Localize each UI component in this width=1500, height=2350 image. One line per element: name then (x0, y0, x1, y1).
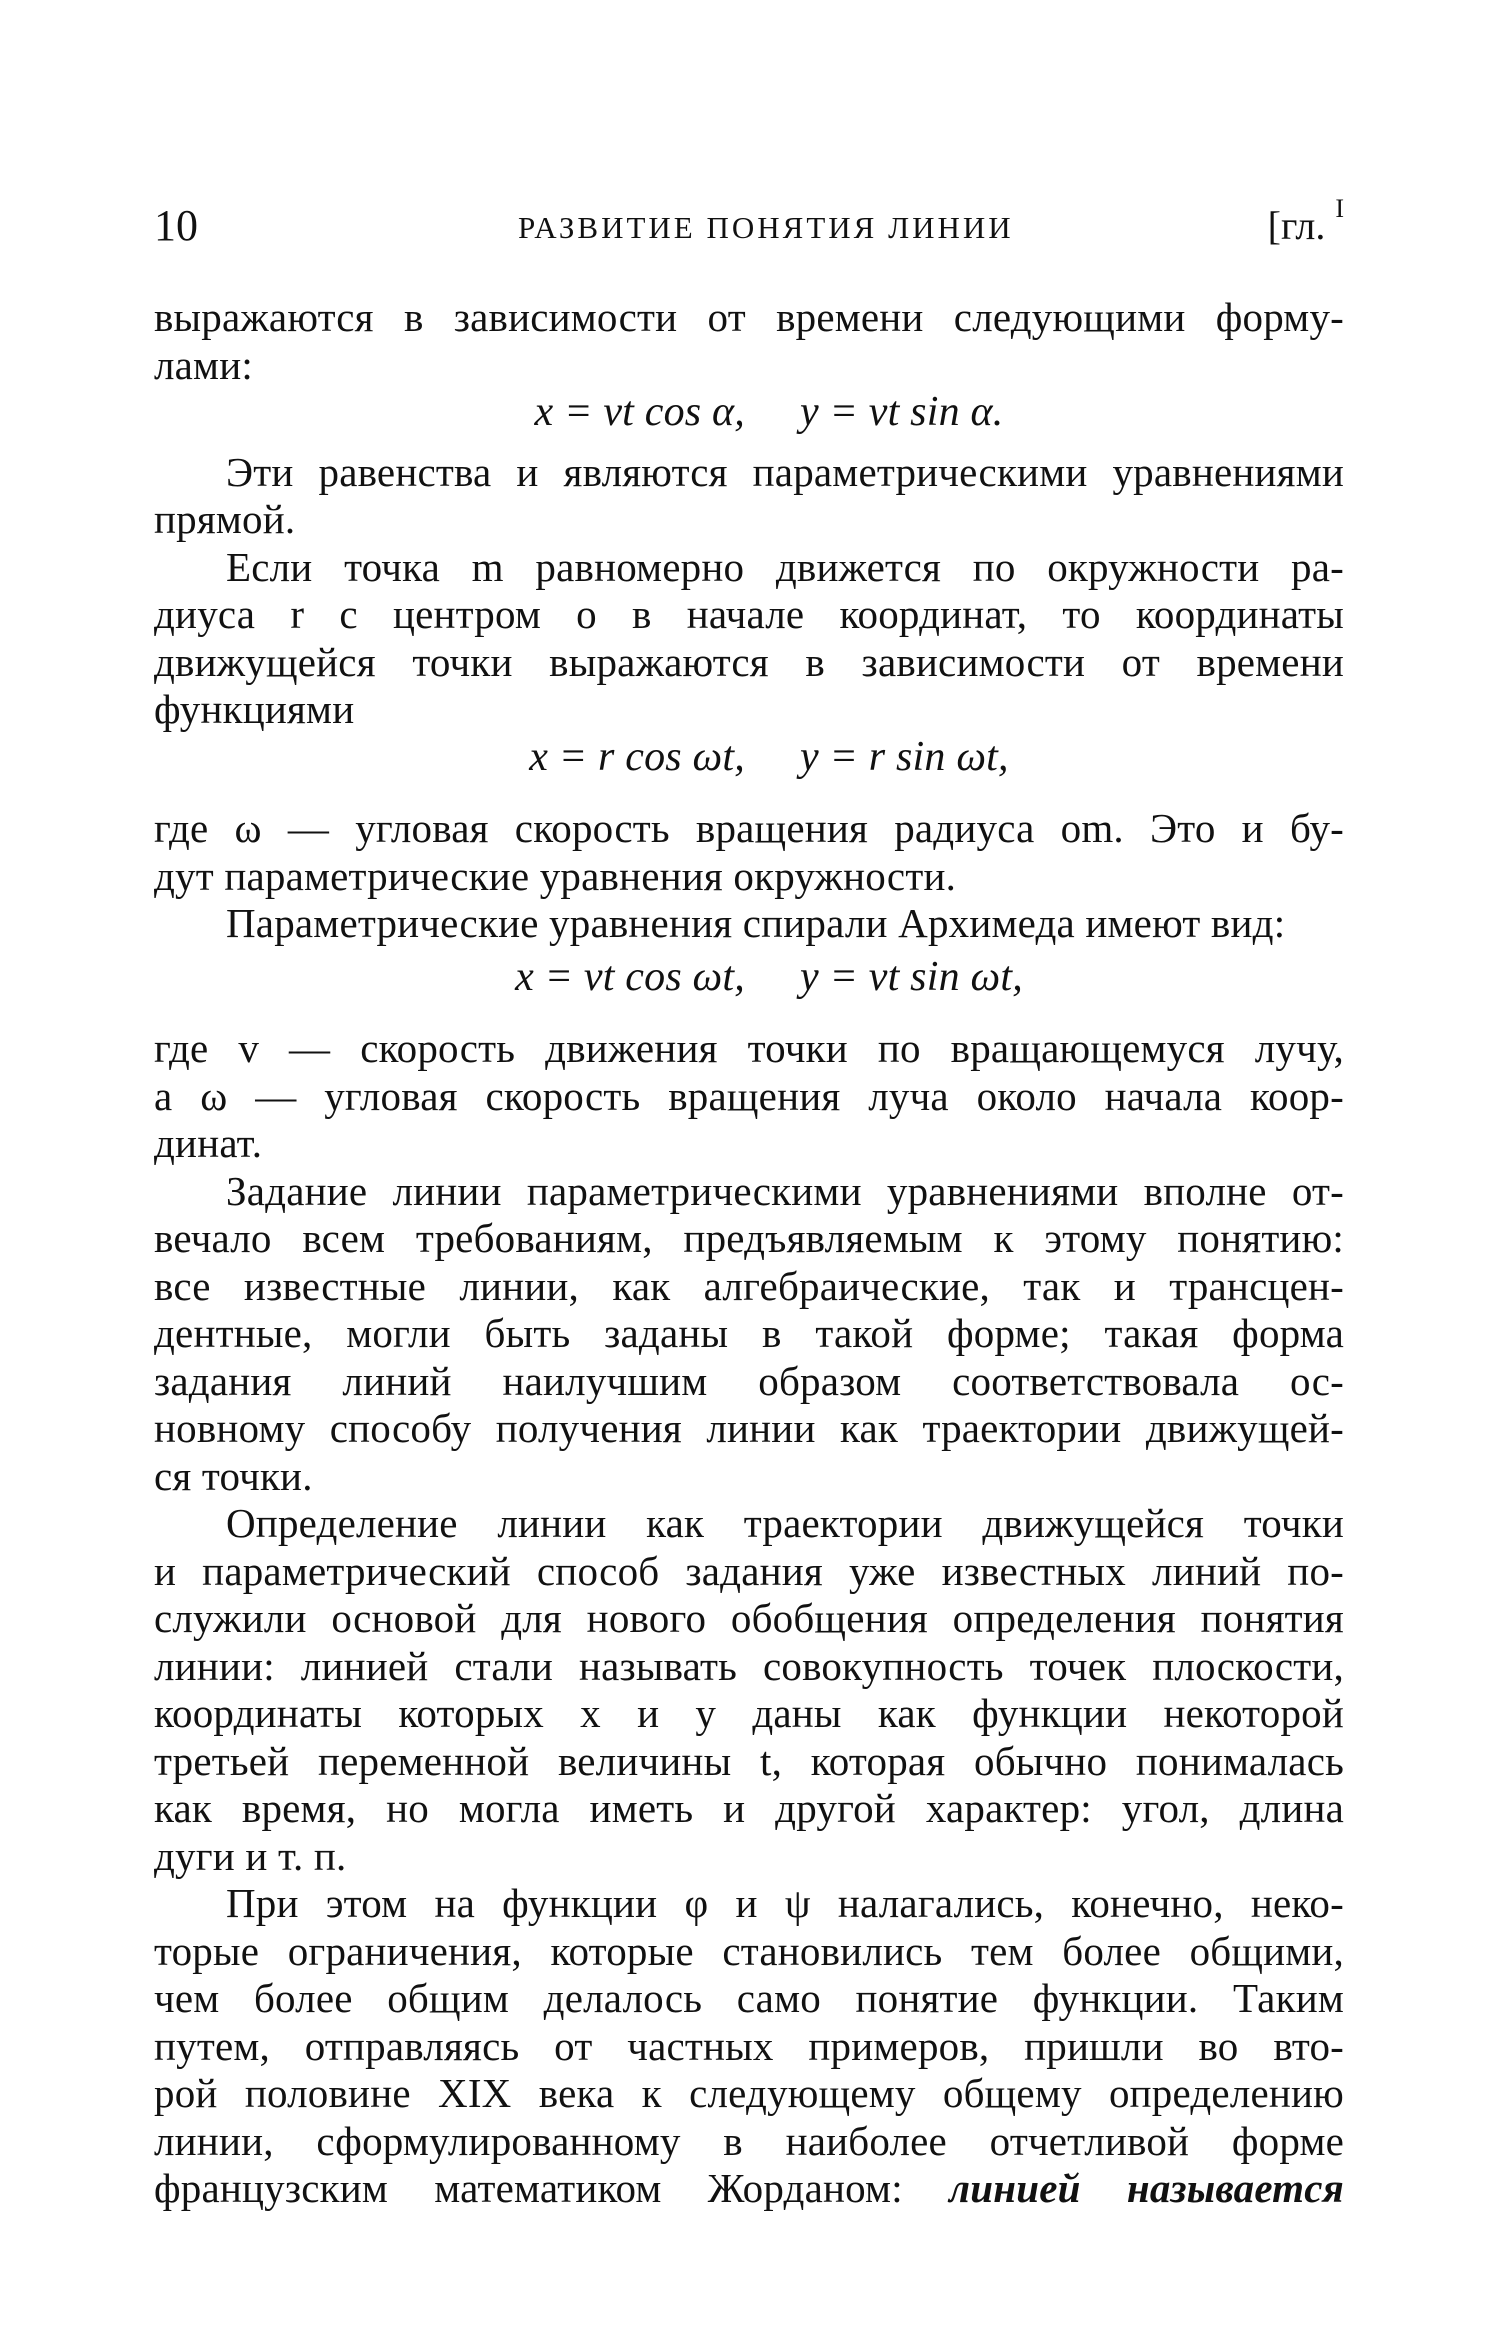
text-line: Определение линии как траектории движущейся точки (226, 1500, 1344, 1546)
text-line: торые ограничения, которые становились тем более общими, (154, 1927, 1344, 1974)
formula-x: x = vt cos ωt, (515, 953, 745, 1000)
text-line: все известные линии, как алгебраические, так и трансцен- (154, 1262, 1344, 1309)
formula-line-3 (154, 954, 1344, 1002)
text-line: дуги и т. п. (154, 1832, 347, 1879)
chapter-label: [гл. (1267, 203, 1326, 248)
text-line: как время, но могла иметь и другой характер: угол, длина (154, 1785, 1344, 1831)
text-segment: французским математиком Жорданом: (154, 2165, 903, 2211)
text-line: прямой. (154, 496, 296, 542)
page-number: 10 (154, 201, 198, 250)
text-line: новному способу получения линии как траектории движущей- (154, 1405, 1344, 1451)
formula-line-2 (154, 734, 1344, 782)
formula-y: y = r sin ωt, (799, 733, 1009, 780)
text-line: При этом на функции φ и ψ налагались, конечно, неко- (226, 1880, 1344, 1926)
text-line: чем более общим делалось само понятие функции. Таким (154, 1975, 1344, 2021)
text-line: где v — скорость движения точки по вращающемуся лучу, (154, 1025, 1344, 1071)
text-line: линии, сформулированному в наиболее отчетливой форме (154, 2117, 1344, 2164)
text-line: движущейся точки выражаются в зависимости от времени (154, 638, 1344, 685)
text-line: Задание линии параметрическими уравнениями вполне от- (226, 1167, 1344, 1214)
text-line: рой половине XIX века к следующему общему определению (154, 2070, 1344, 2116)
formula-x: x = r cos ωt, (529, 733, 745, 780)
formula-x: x = vt cos α, (534, 389, 745, 435)
text-line: диуса r с центром o в начале координат, то координаты (154, 591, 1344, 637)
text-line: вечало всем требованиям, предъявляемым к этому понятию: (154, 1215, 1344, 1261)
text-line: выражаются в зависимости от времени следующими форму- (154, 294, 1344, 340)
page-header (154, 194, 1344, 250)
body-text (154, 294, 1344, 2213)
text-line: дут параметрические уравнения окружности. (154, 852, 957, 899)
text-line: путем, отправляясь от частных примеров, пришли во вто- (154, 2022, 1344, 2069)
text-line: динат. (154, 1120, 263, 1166)
text-line: где ω — угловая скорость вращения радиуса om. Это и бу- (154, 805, 1344, 851)
text-line: служили основой для нового обобщения определения понятия (154, 1595, 1344, 1641)
text-line: Параметрические уравнения спирали Архимеда имеют вид: (226, 900, 1286, 946)
text-line: Эти равенства и являются параметрическими уравнениями (226, 448, 1344, 495)
formula-y: y = vt sin ωt, (799, 953, 1023, 1000)
text-line: Если точка m равномерно движется по окружности ра- (226, 543, 1344, 590)
text-line: линии: линией стали называть совокупность точек плоскости, (154, 1642, 1344, 1689)
text-line: дентные, могли быть заданы в такой форме; такая форма (154, 1310, 1344, 1356)
formula-y: y = vt sin α. (799, 389, 1004, 435)
text-line (154, 2165, 1344, 2213)
emphasized-term: линией называется (949, 2165, 1344, 2211)
text-line: координаты которых x и y даны как функции некоторой (154, 1690, 1344, 1736)
text-line: функциями (154, 686, 355, 732)
text-line: третьей переменной величины t, которая обычно понималась (154, 1737, 1344, 1784)
chapter-number: I (1335, 194, 1344, 223)
text-line: ся точки. (154, 1452, 313, 1499)
text-line: задания линий наилучшим образом соответствовала ос- (154, 1357, 1344, 1404)
text-line: и параметрический способ задания уже известных линий по- (154, 1547, 1344, 1594)
running-title: РАЗВИТИЕ ПОНЯТИЯ ЛИНИИ (518, 210, 1014, 245)
text-line: лами: (154, 341, 253, 388)
text-line: а ω — угловая скорость вращения луча около начала коор- (154, 1072, 1344, 1119)
formula-line-1 (154, 389, 1344, 437)
chapter-reference (1267, 194, 1344, 249)
